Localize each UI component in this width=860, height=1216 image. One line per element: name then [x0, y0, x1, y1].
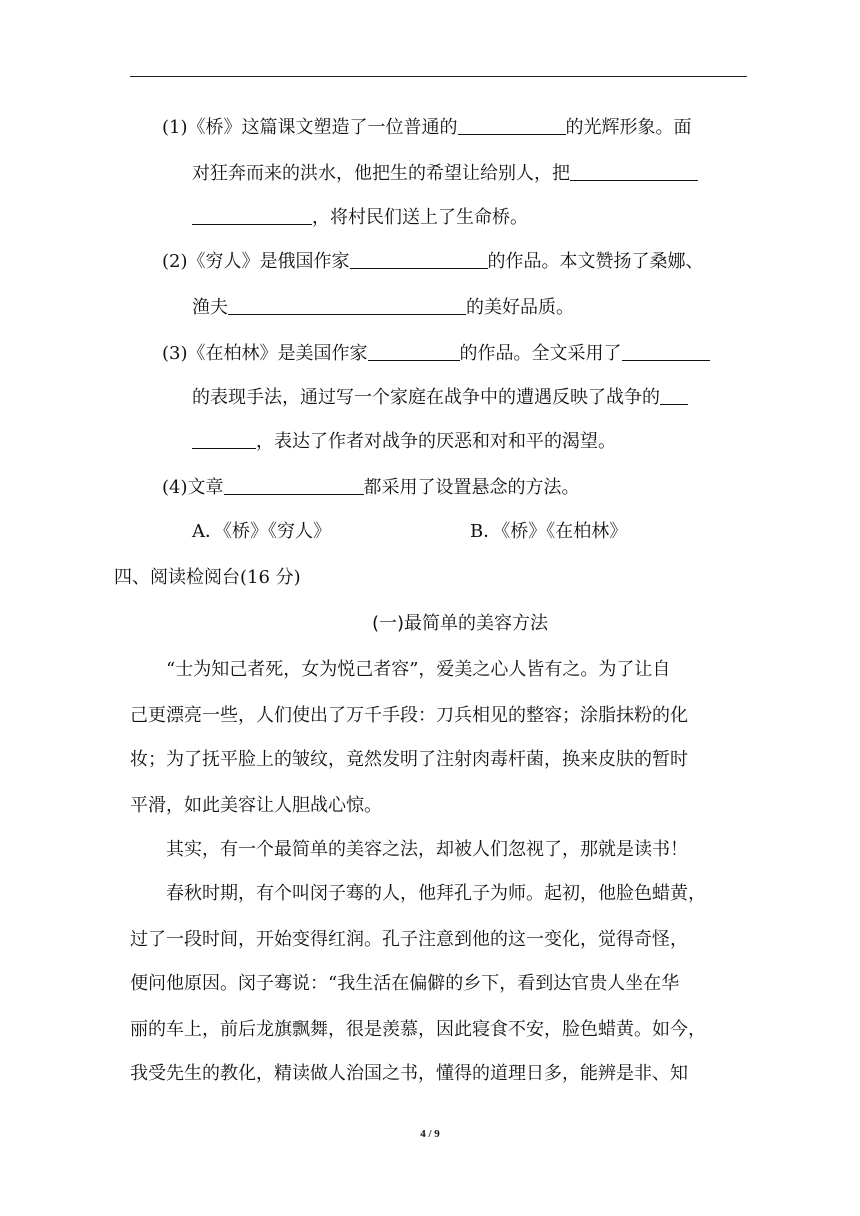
question-3-line-1: [162, 342, 710, 366]
question-3-text-c: 的表现手法，通过写一个家庭在战争中的遭遇反映了战争的: [192, 387, 660, 408]
question-1-blank-1[interactable]: [458, 116, 566, 135]
question-3-line-2: [192, 386, 688, 410]
article-p3-line-4: 丽的车上，前后龙旗飘舞，很是羡慕，因此寝食不安，脸色蜡黄。如今，: [130, 1019, 706, 1040]
article-p3-line-2: 过了一段时间，开始变得红润。孔子注意到他的这一变化，觉得奇怪，: [130, 929, 688, 950]
article-p1-line-4: 平滑，如此美容让人胆战心惊。: [130, 795, 382, 816]
header-rule: [130, 76, 747, 77]
section-heading: 四、阅读检阅台(16 分): [114, 567, 301, 588]
question-3-text-b: 的作品。全文采用了: [459, 343, 622, 364]
question-2-blank-1[interactable]: [350, 250, 488, 269]
question-4-blank[interactable]: [224, 476, 364, 495]
question-4-text-b: 都采用了设置悬念的方法。: [363, 477, 580, 498]
question-1-line-3: [192, 206, 528, 230]
question-3-blank-3[interactable]: [660, 386, 688, 405]
question-3-number: (3): [162, 343, 188, 364]
question-2-line-2: [192, 296, 574, 320]
option-b[interactable]: B．《桥》《在柏林》: [470, 521, 628, 542]
question-3-blank-2[interactable]: [622, 342, 710, 361]
article-p1-line-2: 己更漂亮一些，人们使出了万千手段：刀兵相见的整容；涂脂抹粉的化: [130, 705, 688, 726]
question-2-text-c: 渔夫: [192, 297, 228, 318]
article-p1-line-1: “士为知己者死，女为悦己者容”，爱美之心人皆有之。为了让自: [166, 659, 671, 680]
question-2-line-1: [162, 250, 704, 274]
question-1-line-1: [162, 116, 692, 140]
question-4-line-1: [162, 476, 580, 500]
question-1-text-c: 对狂奔而来的洪水，他把生的希望让给别人，把: [192, 163, 570, 184]
question-1-text-d: ，将村民们送上了生命桥。: [312, 207, 528, 228]
question-4-text-a: 文章: [187, 477, 224, 498]
article-p3-line-1: 春秋时期，有个叫闵子骞的人，他拜孔子为师。起初，他脸色蜡黄，: [166, 883, 706, 904]
question-3-text-d: ，表达了作者对战争的厌恶和对和平的渴望。: [256, 431, 616, 452]
question-3-blank-1[interactable]: [368, 342, 460, 361]
question-2-text-a: 《穷人》是俄国作家: [187, 251, 350, 272]
question-3-blank-3-continued[interactable]: [192, 430, 256, 449]
article-p2-line-1: 其实，有一个最简单的美容之法，却被人们忽视了，那就是读书！: [166, 839, 688, 860]
article-p1-line-3: 妆；为了抚平脸上的皱纹，竟然发明了注射肉毒杆菌，换来皮肤的暂时: [130, 749, 688, 770]
question-1-number: (1): [162, 117, 188, 138]
article-p3-line-3: 便问他原因。闵子骞说：“我生活在偏僻的乡下，看到达官贵人坐在华: [130, 973, 680, 994]
option-a[interactable]: A．《桥》《穷人》: [192, 521, 331, 542]
article-title: (一)最简单的美容方法: [372, 613, 549, 634]
question-1-text-a: 《桥》这篇课文塑造了一位普通的: [187, 117, 458, 138]
question-2-blank-2[interactable]: [228, 296, 466, 315]
question-3-line-3: [192, 430, 616, 454]
question-2-number: (2): [162, 251, 188, 272]
question-2-text-d: 的美好品质。: [466, 297, 574, 318]
question-1-blank-3[interactable]: [192, 206, 312, 225]
question-4-number: (4): [162, 477, 188, 498]
article-p3-line-5: 我受先生的教化，精读做人治国之书，懂得的道理日多，能辨是非、知: [130, 1063, 688, 1084]
question-3-text-a: 《在柏林》是美国作家: [187, 343, 368, 364]
question-1-line-2: [192, 162, 698, 186]
page-number: 4 / 9: [420, 1128, 440, 1140]
question-1-text-b: 的光辉形象。面: [565, 117, 692, 138]
question-2-text-b: 的作品。本文赞扬了桑娜、: [487, 251, 704, 272]
question-1-blank-2[interactable]: [570, 162, 698, 181]
